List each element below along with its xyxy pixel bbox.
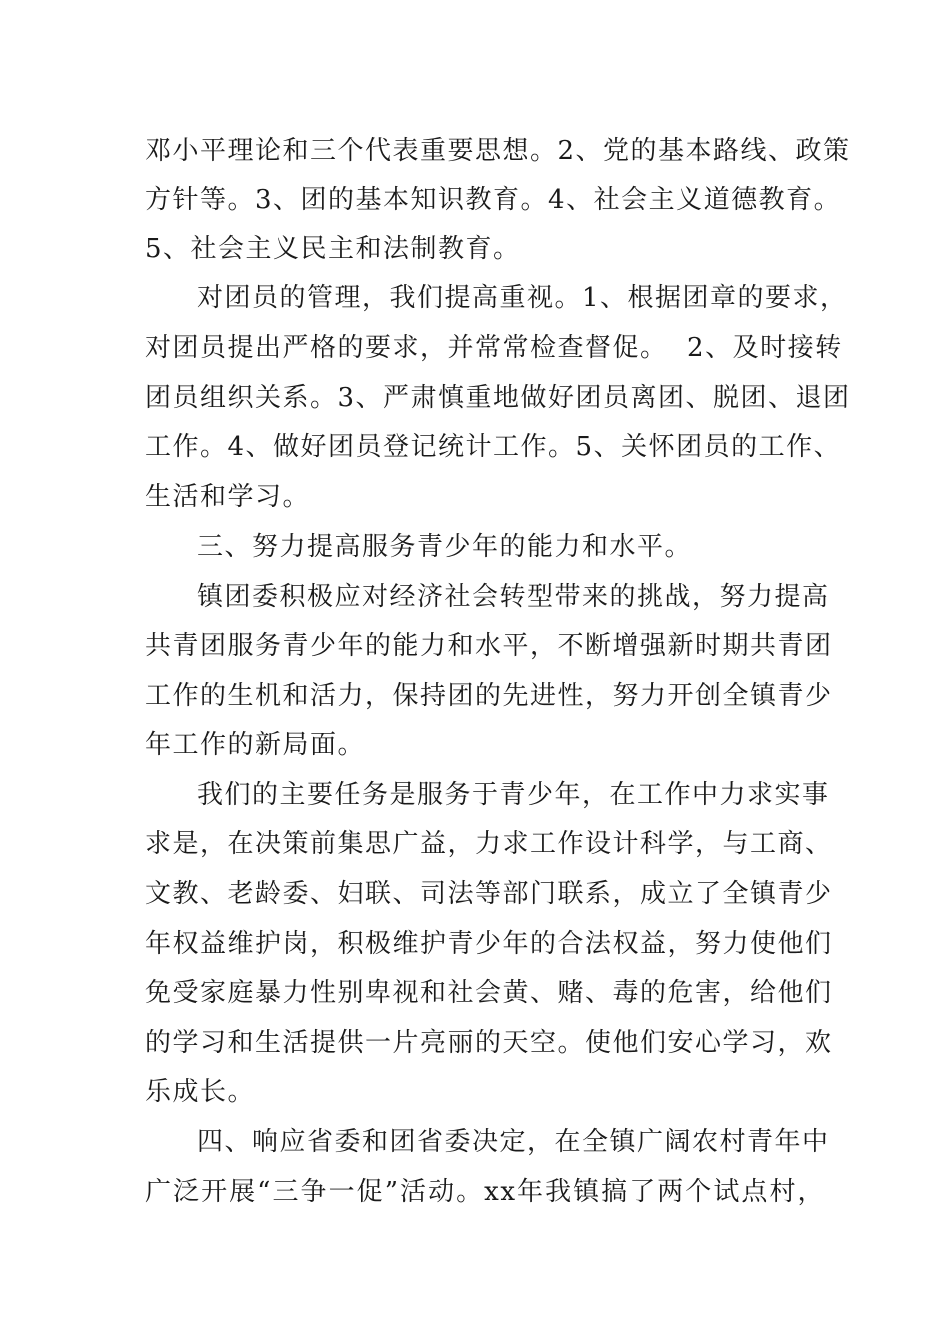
text-line: 工作。4、做好团员登记统计工作。5、关怀团员的工作、 (145, 432, 842, 462)
text-line: 免受家庭暴力性别卑视和社会黄、赌、毒的危害，给他们 (145, 978, 833, 1008)
text-line: 文教、老龄委、妇联、司法等部门联系，成立了全镇青少 (145, 879, 833, 909)
paragraph-first-line: 我们的主要任务是服务于青少年，在工作中力求实事 (197, 780, 830, 810)
text-line: 的学习和生活提供一片亮丽的天空。使他们安心学习，欢 (145, 1028, 833, 1058)
text-line: 共青团服务青少年的能力和水平，不断增强新时期共青团 (145, 631, 833, 661)
paragraph-first-line: 镇团委积极应对经济社会转型带来的挑战，努力提高 (197, 582, 830, 612)
text-line: 年权益维护岗，积极维护青少年的合法权益，努力使他们 (145, 929, 833, 959)
text-line: 生活和学习。 (145, 482, 311, 512)
paragraph-first-line: 四、响应省委和团省委决定，在全镇广阔农村青年中 (197, 1127, 830, 1157)
paragraph-first-line: 对团员的管理，我们提高重视。1、根据团章的要求， (197, 283, 848, 313)
text-line: 工作的生机和活力，保持团的先进性，努力开创全镇青少 (145, 681, 833, 711)
text-line: 求是，在决策前集思广益，力求工作设计科学，与工商、 (145, 829, 833, 859)
text-line: 5、社会主义民主和法制教育。 (145, 234, 521, 264)
text-line: 邓小平理论和三个代表重要思想。2、党的基本路线、政策 (145, 136, 851, 166)
text-line: 对团员提出严格的要求，并常常检查督促。 2、及时接转 (145, 333, 843, 363)
text-line: 广泛开展“三争一促”活动。xx年我镇搞了两个试点村， (145, 1177, 825, 1207)
section-heading: 三、努力提高服务青少年的能力和水平。 (197, 532, 693, 562)
text-line: 方针等。3、团的基本知识教育。4、社会主义道德教育。 (145, 185, 842, 215)
text-line: 团员组织关系。3、严肃慎重地做好团员离团、脱团、退团 (145, 383, 851, 413)
text-line: 乐成长。 (145, 1077, 256, 1107)
text-line: 年工作的新局面。 (145, 730, 366, 760)
